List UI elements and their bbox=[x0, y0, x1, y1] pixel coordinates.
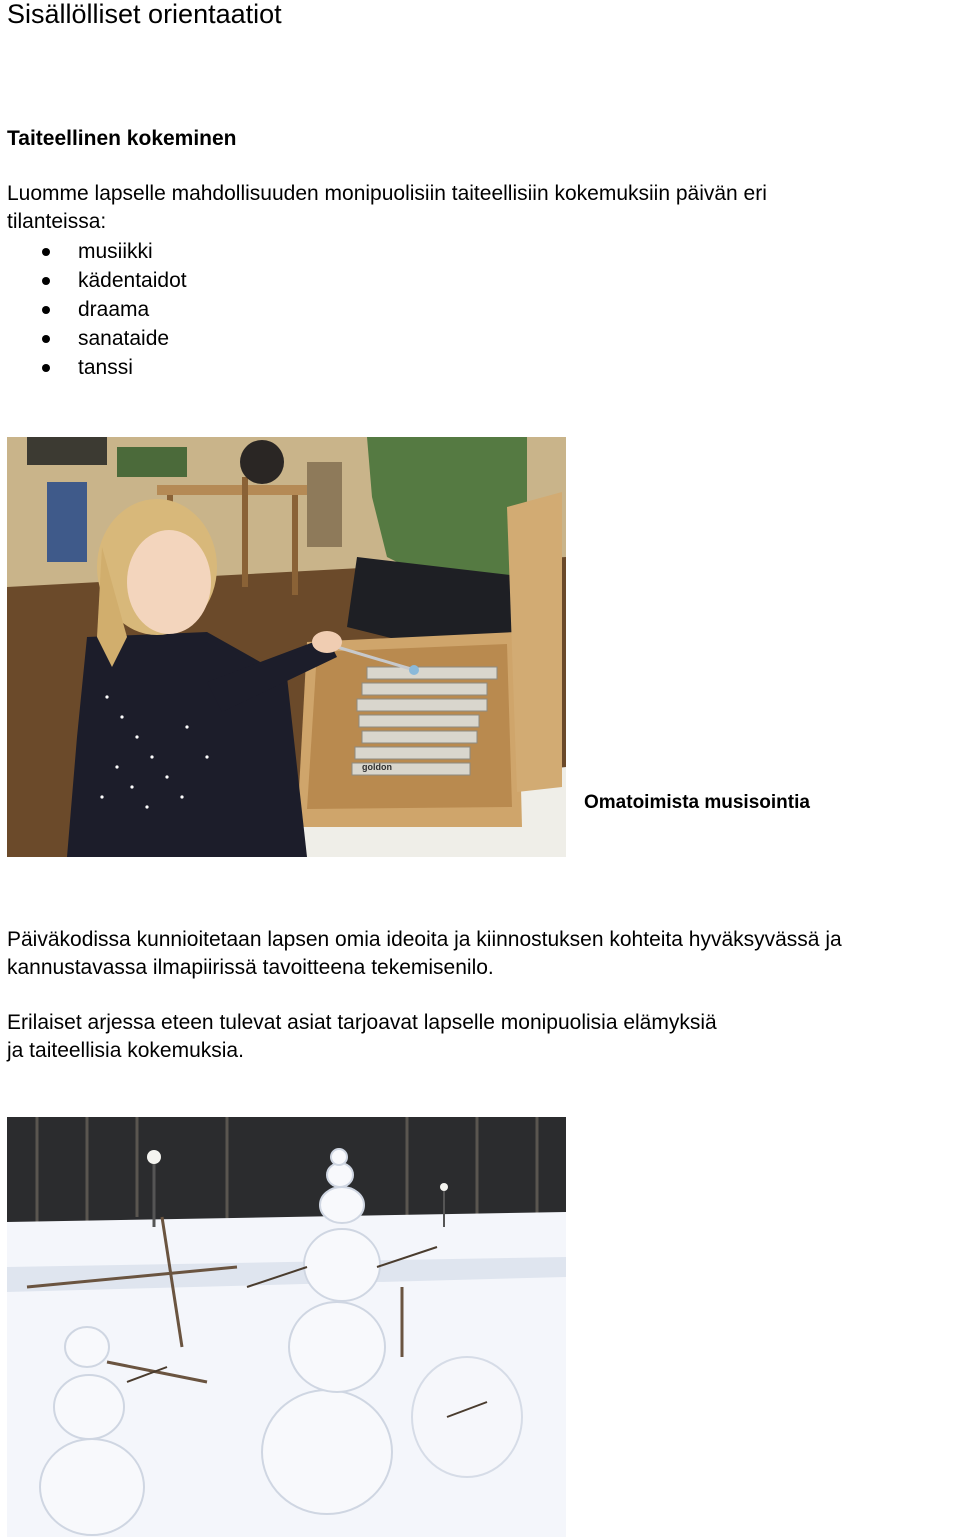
list-item-label: tanssi bbox=[78, 356, 133, 379]
paragraph-2-line-1: Päiväkodissa kunnioitetaan lapsen omia ideoita ja kiinnostuksen kohteita hyväksyvässä ja bbox=[7, 928, 842, 951]
bullet-icon bbox=[42, 248, 50, 256]
bullet-icon bbox=[42, 277, 50, 285]
paragraph-3-line-1: Erilaiset arjessa eteen tulevat asiat tarjoavat lapselle monipuolisia elämyksiä bbox=[7, 1011, 717, 1034]
paragraph-2-line-2: kannustavassa ilmapiirissä tavoitteena tekemisenilo. bbox=[7, 956, 494, 979]
intro-paragraph-line-1: Luomme lapselle mahdollisuuden monipuolisiin taiteellisiin kokemuksiin päivän eri bbox=[7, 182, 767, 205]
bullet-icon bbox=[42, 335, 50, 343]
list-item-label: musiikki bbox=[78, 240, 153, 263]
child-playing-metallophone-photo bbox=[7, 437, 566, 857]
photo-caption: Omatoimista musisointia bbox=[584, 792, 810, 813]
list-item-label: kädentaidot bbox=[78, 269, 187, 292]
paragraph-3-line-2: ja taiteellisia kokemuksia. bbox=[7, 1039, 244, 1062]
bullet-icon bbox=[42, 306, 50, 314]
snowmen-photo bbox=[7, 1117, 566, 1537]
bullet-icon bbox=[42, 364, 50, 372]
metallophone-brand-text: goldon bbox=[362, 762, 392, 772]
intro-paragraph-line-2: tilanteissa: bbox=[7, 210, 107, 233]
list-item-label: draama bbox=[78, 298, 150, 321]
section-heading: Taiteellinen kokeminen bbox=[7, 127, 237, 150]
page-title: Sisällölliset orientaatiot bbox=[7, 0, 282, 29]
list-item-label: sanataide bbox=[78, 327, 170, 350]
